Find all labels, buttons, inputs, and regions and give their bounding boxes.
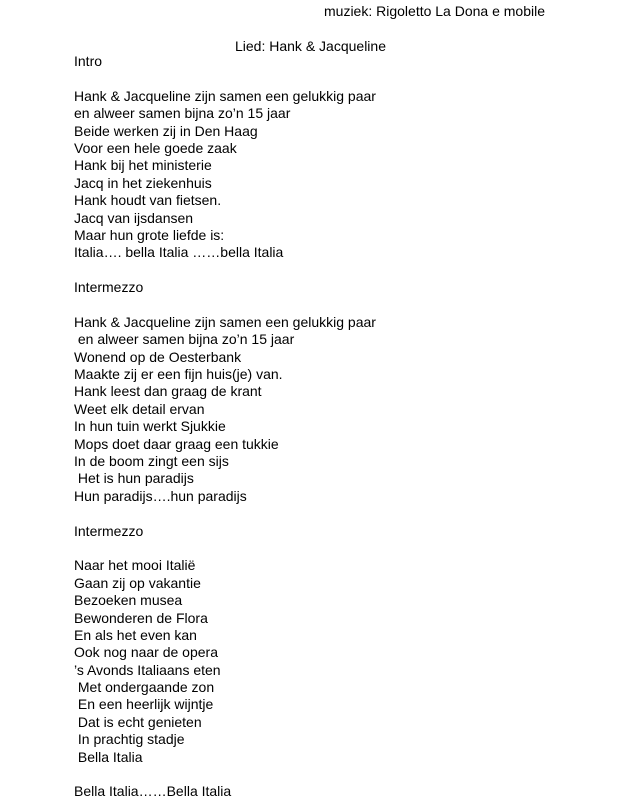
lyric-line: Het is hun paradijs	[74, 470, 194, 487]
song-title: Lied: Hank & Jacqueline	[235, 38, 386, 54]
lyric-line: Mops doet daar graag een tukkie	[74, 435, 279, 452]
lyrics-body	[74, 53, 594, 801]
blank-line	[74, 70, 594, 87]
lyric-line: Bezoeken musea	[74, 592, 183, 609]
lyric-line: Hank & Jacqueline zijn samen een gelukkig paar	[74, 313, 376, 330]
music-credit: muziek: Rigoletto La Dona e mobile	[324, 3, 546, 19]
blank-line	[74, 766, 594, 783]
lyric-line: Maar hun grote liefde is:	[74, 226, 225, 243]
lyric-line: Beide werken zij in Den Haag	[74, 122, 258, 139]
lyric-line: Jacq in het ziekenhuis	[74, 174, 212, 191]
lyric-line: Jacq van ijsdansen	[74, 209, 194, 226]
blank-line	[74, 262, 594, 279]
lyric-line: Gaan zij op vakantie	[74, 574, 201, 591]
lyric-line: En als het even kan	[74, 626, 197, 643]
blank-line	[74, 505, 594, 522]
blank-line	[74, 296, 594, 313]
lyric-line: Met ondergaande zon	[74, 679, 215, 696]
lyric-line: en alweer samen bijna zo’n 15 jaar	[74, 331, 295, 348]
lyric-line: In prachtig stadje	[74, 731, 185, 748]
lyric-line: Weet elk detail ervan	[74, 400, 205, 417]
lyric-line: en alweer samen bijna zo’n 15 jaar	[74, 105, 291, 122]
lyric-line: Bella Italia	[74, 748, 143, 765]
lyric-line: Bella Italia……Bella Italia	[74, 783, 232, 800]
lyric-line: Voor een hele goede zaak	[74, 139, 237, 156]
lyric-line: Bewonderen de Flora	[74, 609, 208, 626]
lyric-line: ’s Avonds Italiaans eten	[74, 661, 221, 678]
blank-line	[74, 540, 594, 557]
lyric-line: En een heerlijk wijntje	[74, 696, 214, 713]
lyric-line: Italia…. bella Italia ……bella Italia	[74, 244, 284, 261]
lyric-line: Dat is echt genieten	[74, 713, 202, 730]
lyric-line: Intro	[74, 53, 103, 69]
lyric-line: In hun tuin werkt Sjukkie	[74, 418, 226, 435]
lyric-line: Wonend op de Oesterbank	[74, 348, 242, 365]
lyric-line: Intermezzo	[74, 522, 144, 539]
lyric-line: Intermezzo	[74, 279, 144, 296]
lyric-line: In de boom zingt een sijs	[74, 452, 229, 469]
lyric-line: Ook nog naar de opera	[74, 644, 218, 661]
lyric-line: Naar het mooi Italië	[74, 557, 196, 574]
lyric-line: Hank houdt van fietsen.	[74, 192, 222, 209]
lyric-line: Hun paradijs….hun paradijs	[74, 487, 247, 504]
lyric-line: Hank & Jacqueline zijn samen een gelukkig paar	[74, 87, 376, 104]
lyric-line: Maakte zij er een fijn huis(je) van.	[74, 366, 283, 383]
lyric-line: Hank bij het ministerie	[74, 157, 212, 174]
lyric-line: Hank leest dan graag de krant	[74, 383, 262, 400]
